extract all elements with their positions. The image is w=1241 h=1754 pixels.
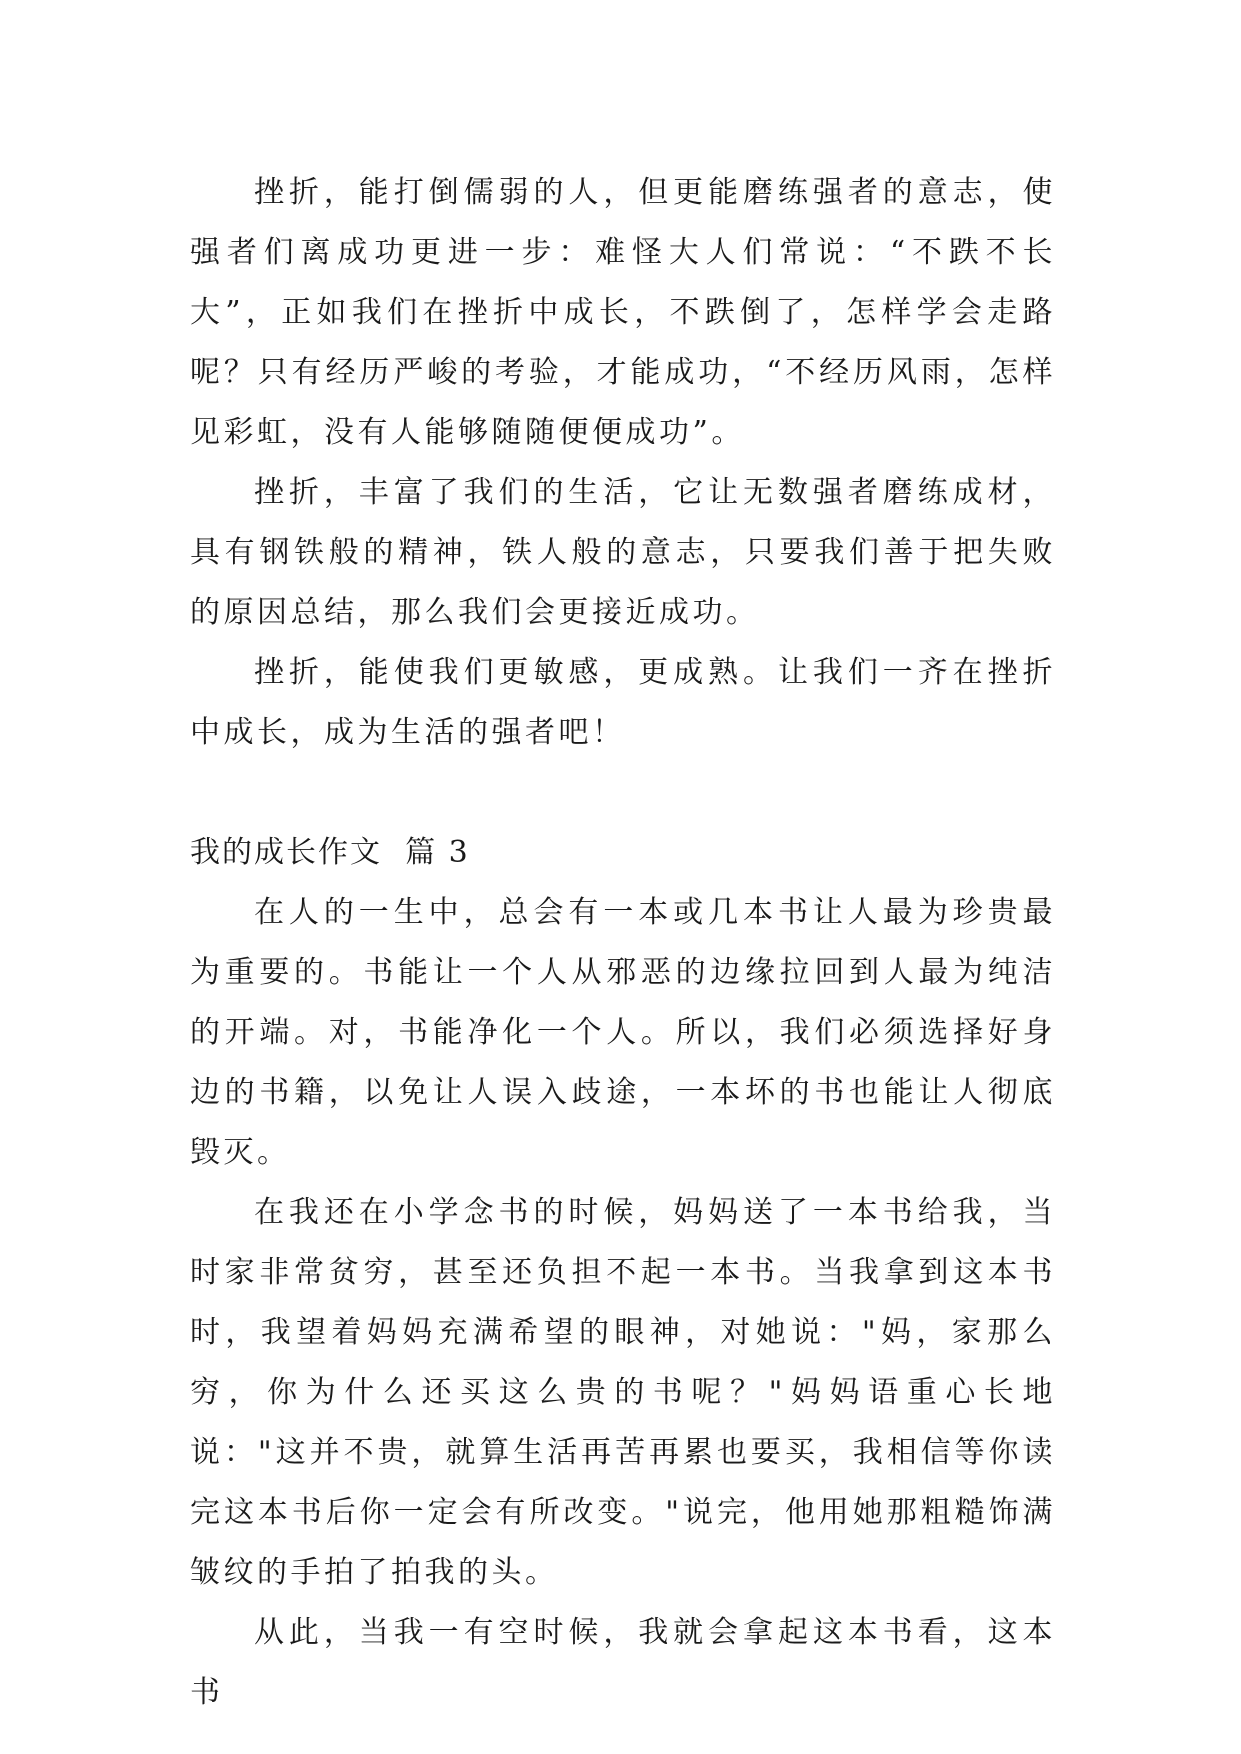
paragraph: 挫折，能打倒儒弱的人，但更能磨练强者的意志，使强者们离成功更进一步：难怪大人们常说：“不跌不长大”，正如我们在挫折中成长，不跌倒了，怎样学会走路呢？只有经历严峻的考验，才能成功，“不经历风雨，怎样见彩虹，没有人能够随随便便成功”。	[190, 175, 1056, 450]
paragraph: 挫折，丰富了我们的生活，它让无数强者磨练成材，具有钢铁般的精神，铁人般的意志，只要我们善于把失败的原因总结，那么我们会更接近成功。	[190, 475, 1056, 630]
paragraph: 在人的一生中，总会有一本或几本书让人最为珍贵最为重要的。书能让一个人从邪恶的边缘拉回到人最为纯洁的开端。对，书能净化一个人。所以，我们必须选择好身边的书籍，以免让人误入歧途，一本坏的书也能让人彻底毁灭。	[190, 895, 1056, 1170]
document-body	[190, 163, 1056, 1723]
section-heading: 我的成长作文 篇 3	[190, 835, 470, 870]
paragraph: 挫折，能使我们更敏感，更成熟。让我们一齐在挫折中成长，成为生活的强者吧！	[190, 655, 1056, 750]
paragraph: 从此，当我一有空时候，我就会拿起这本书看，这本书	[190, 1615, 1056, 1710]
paragraph: 在我还在小学念书的时候，妈妈送了一本书给我，当时家非常贫穷，甚至还负担不起一本书。当我拿到这本书时，我望着妈妈充满希望的眼神，对她说："妈，家那么穷，你为什么还买这么贵的书呢？"妈妈语重心长地说："这并不贵，就算生活再苦再累也要买，我相信等你读完这本书后你一定会有所改变。"说完，他用她那粗糙饰满皱纹的手拍了拍我的头。	[190, 1195, 1056, 1590]
